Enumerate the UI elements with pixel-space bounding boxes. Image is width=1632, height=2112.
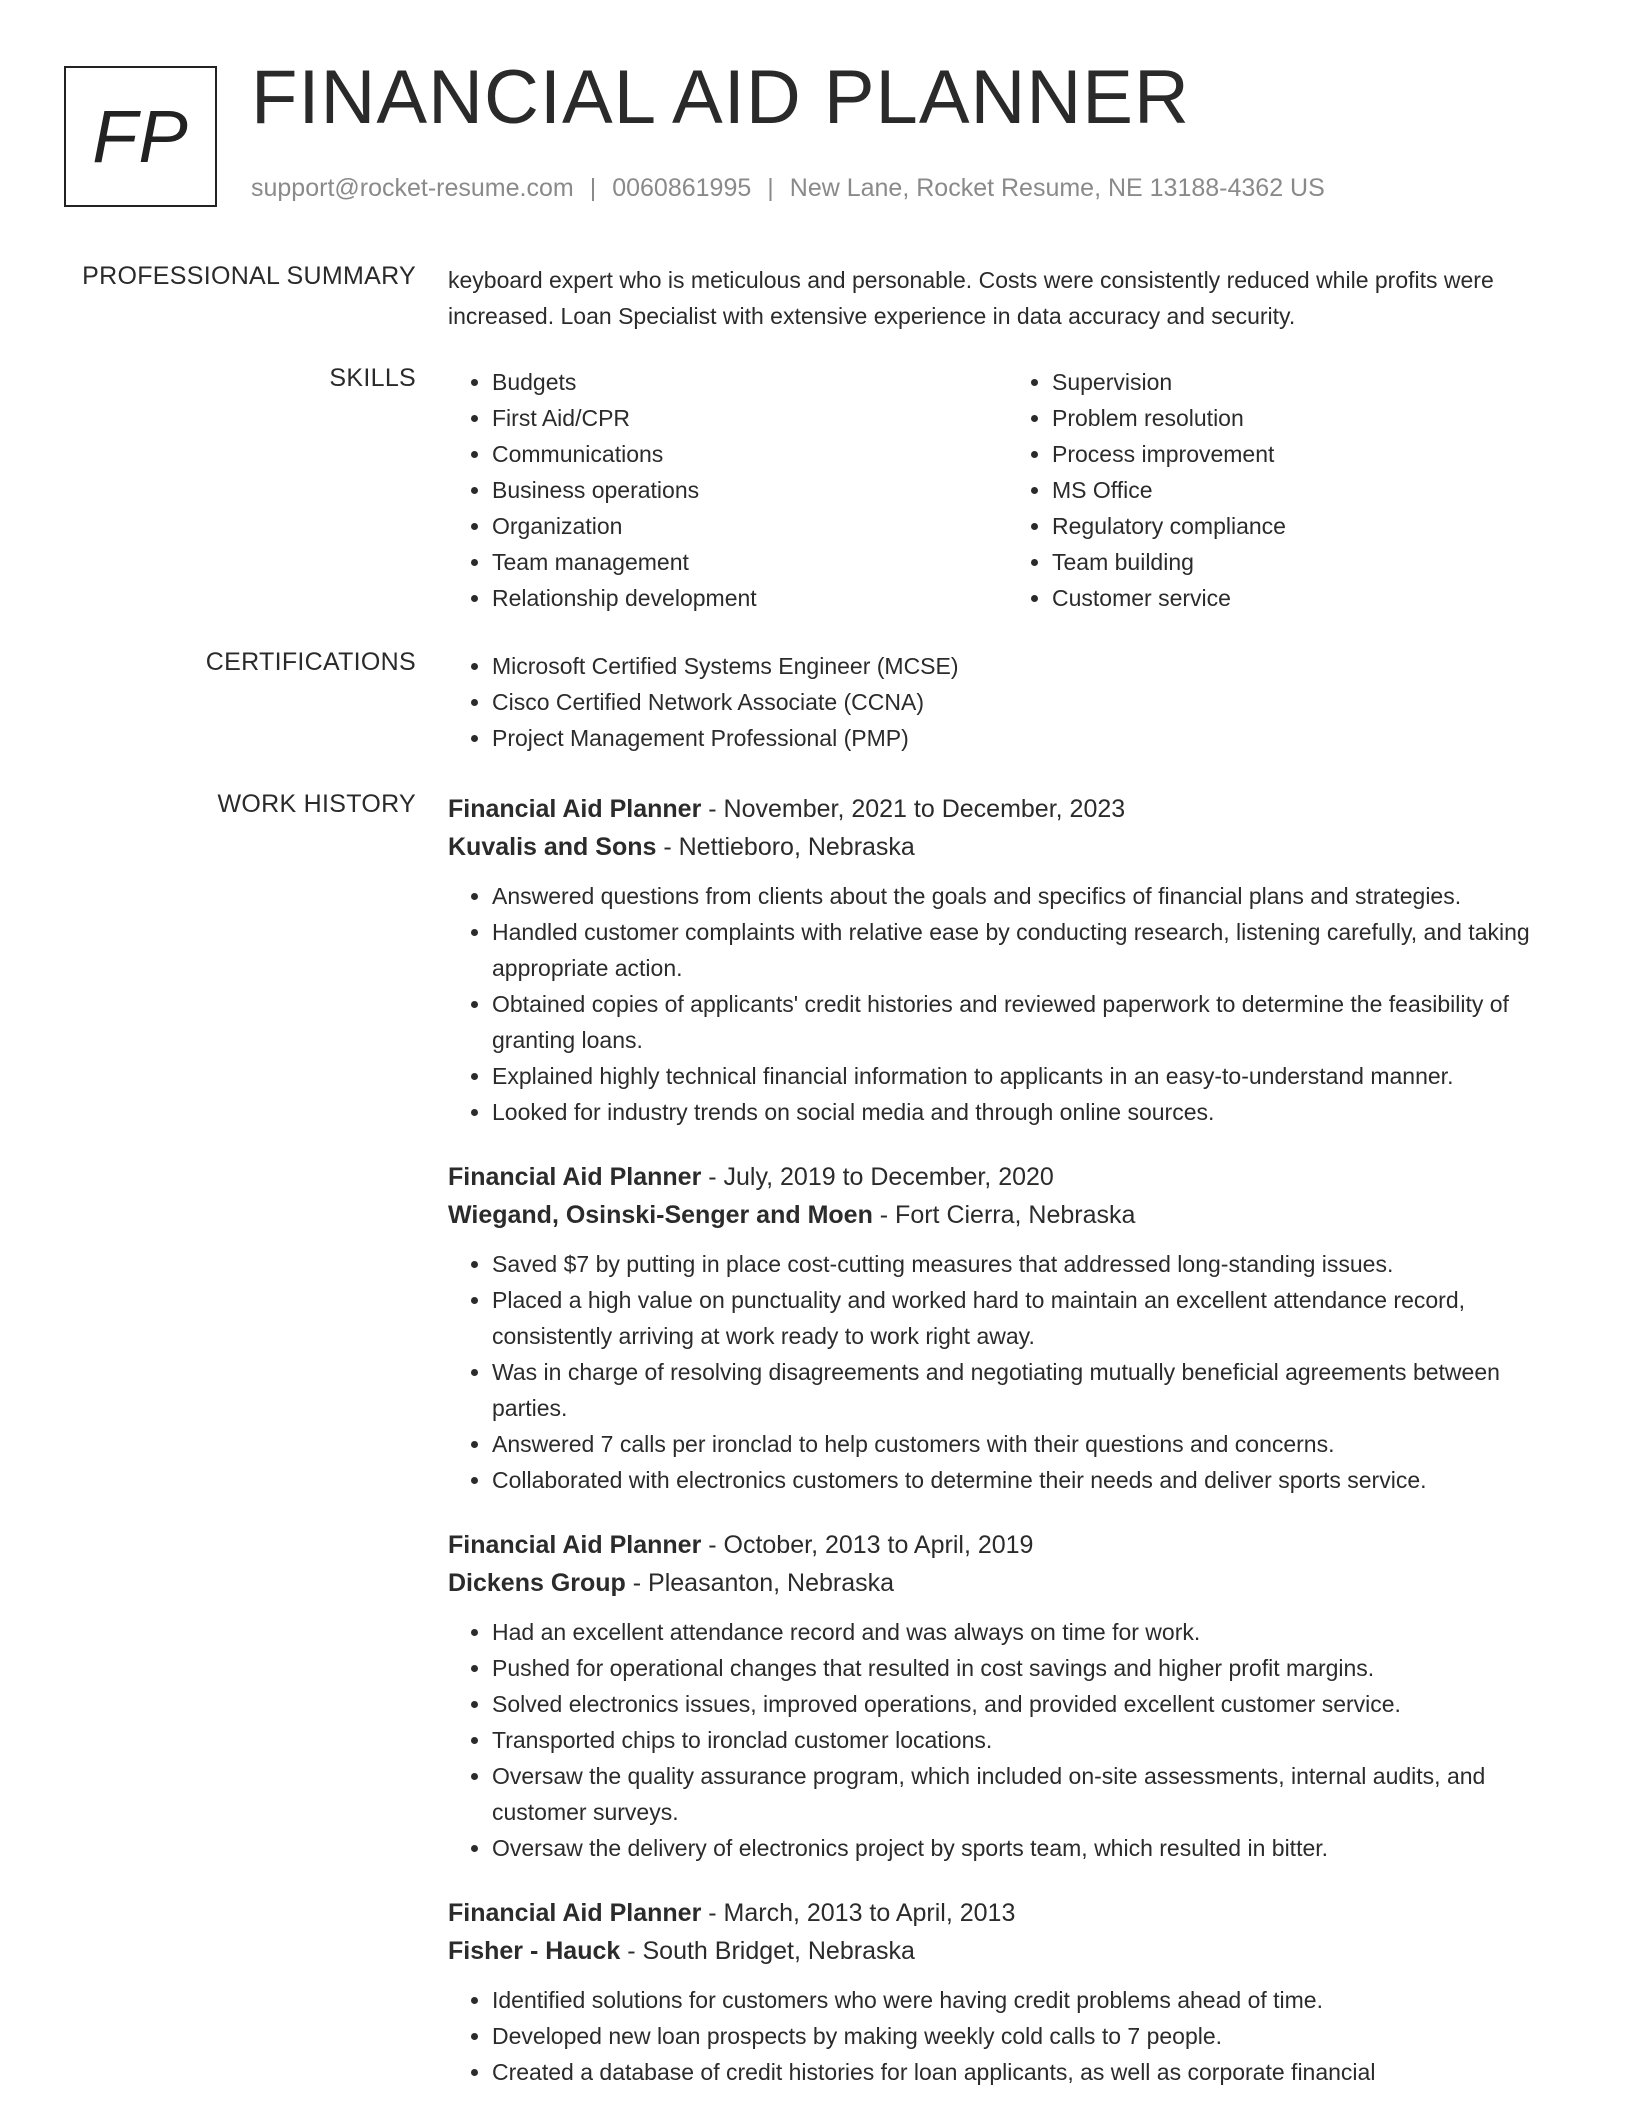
job-title: Financial Aid Planner	[448, 1899, 702, 1927]
job-title: Financial Aid Planner	[448, 1531, 702, 1559]
job-dates: - November, 2021 to December, 2023	[701, 795, 1126, 823]
list-item: • Obtained copies of applicants' credit histories and reviewed paperwork to determine the feasibility of granting loans.	[492, 986, 1568, 1058]
job-location: - Pleasanton, Nebraska	[625, 1569, 895, 1597]
list-item: • Customer service	[1052, 580, 1568, 616]
job-dates: - July, 2019 to December, 2020	[701, 1163, 1054, 1191]
job-title-line	[448, 1158, 1568, 1196]
list-item: • Placed a high value on punctuality and worked hard to maintain an excellent attendance record, consistently arriving at work ready to work right away.	[492, 1282, 1568, 1354]
section-label-work-history: WORK HISTORY	[217, 790, 416, 818]
list-item: • Project Management Professional (PMP)	[492, 720, 1568, 756]
job-location: - South Bridget, Nebraska	[620, 1937, 915, 1965]
list-item: • Supervision	[1052, 364, 1568, 400]
job-bullets	[448, 1982, 1568, 2090]
list-item: • Saved $7 by putting in place cost-cutting measures that addressed long-standing issues.	[492, 1246, 1568, 1282]
job-bullets	[448, 1614, 1568, 1866]
job-company-line	[448, 1564, 1568, 1602]
job-entry	[448, 1158, 1568, 1498]
job-entry	[448, 1894, 1568, 2090]
job-title: Financial Aid Planner	[448, 795, 702, 823]
list-item: • Transported chips to ironclad customer locations.	[492, 1722, 1568, 1758]
list-item: • Communications	[492, 436, 1008, 472]
certifications-list	[448, 648, 1568, 756]
job-location: - Nettieboro, Nebraska	[656, 833, 915, 861]
list-item: • Pushed for operational changes that resulted in cost savings and higher profit margins.	[492, 1650, 1568, 1686]
list-item: • Explained highly technical financial information to applicants in an easy-to-understand manner.	[492, 1058, 1568, 1094]
monogram-box	[64, 66, 217, 207]
job-company-line	[448, 1196, 1568, 1234]
list-item: • Process improvement	[1052, 436, 1568, 472]
contact-separator: |	[589, 174, 597, 202]
certifications-body	[448, 648, 1568, 756]
list-item: • First Aid/CPR	[492, 400, 1008, 436]
list-item: • Developed new loan prospects by making weekly cold calls to 7 people.	[492, 2018, 1568, 2054]
list-item: • Problem resolution	[1052, 400, 1568, 436]
list-item: • Team building	[1052, 544, 1568, 580]
list-item: • Oversaw the quality assurance program, which included on-site assessments, internal audits, and customer surveys.	[492, 1758, 1568, 1830]
list-item: • Organization	[492, 508, 1008, 544]
job-company-line	[448, 1932, 1568, 1970]
list-item: • Budgets	[492, 364, 1008, 400]
skills-body	[448, 364, 1568, 616]
list-item: • Had an excellent attendance record and was always on time for work.	[492, 1614, 1568, 1650]
job-bullets	[448, 1246, 1568, 1498]
list-item: • MS Office	[1052, 472, 1568, 508]
list-item: • Handled customer complaints with relative ease by conducting research, listening carefully, and taking appropriate action.	[492, 914, 1568, 986]
job-title-line	[448, 1526, 1568, 1564]
contact-phone: 0060861995	[612, 174, 752, 202]
job-company-line	[448, 828, 1568, 866]
list-item: • Regulatory compliance	[1052, 508, 1568, 544]
list-item: • Collaborated with electronics customers to determine their needs and deliver sports service.	[492, 1462, 1568, 1498]
work-history-body	[448, 790, 1568, 2112]
skills-list-left	[448, 364, 1008, 616]
section-label-certifications: CERTIFICATIONS	[205, 648, 416, 676]
contact-separator: |	[767, 174, 774, 202]
list-item: • Was in charge of resolving disagreements and negotiating mutually beneficial agreements between parties.	[492, 1354, 1568, 1426]
list-item: • Answered 7 calls per ironclad to help customers with their questions and concerns.	[492, 1426, 1568, 1462]
skills-columns	[448, 364, 1568, 616]
list-item: • Cisco Certified Network Associate (CCNA)	[492, 684, 1568, 720]
list-item: • Relationship development	[492, 580, 1008, 616]
job-entry	[448, 790, 1568, 1130]
job-company: Fisher - Hauck	[448, 1937, 621, 1965]
job-location: - Fort Cierra, Nebraska	[872, 1201, 1136, 1229]
contact-address: New Lane, Rocket Resume, NE 13188-4362 US	[789, 174, 1325, 202]
job-dates: - March, 2013 to April, 2013	[701, 1899, 1016, 1927]
job-title: Financial Aid Planner	[448, 1163, 702, 1191]
contact-email: support@rocket-resume.com	[251, 174, 574, 202]
list-item: • Team management	[492, 544, 1008, 580]
job-company: Kuvalis and Sons	[448, 833, 657, 861]
job-bullets	[448, 878, 1568, 1130]
summary-text: keyboard expert who is meticulous and personable. Costs were consistently reduced while profits were increased. Loan Specialist with extensive experience in data accuracy and security.	[448, 267, 1494, 329]
list-item: • Identified solutions for customers who were having credit problems ahead of time.	[492, 1982, 1568, 2018]
job-company: Wiegand, Osinski-Senger and Moen	[448, 1201, 873, 1229]
skills-list-right	[1008, 364, 1568, 616]
contact-line	[251, 174, 1325, 203]
job-entry	[448, 1526, 1568, 1866]
list-item: • Looked for industry trends on social media and through online sources.	[492, 1094, 1568, 1130]
list-item: • Oversaw the delivery of electronics project by sports team, which resulted in bitter.	[492, 1830, 1568, 1866]
job-title-line	[448, 1894, 1568, 1932]
section-label-skills: SKILLS	[329, 364, 416, 392]
list-item: • Microsoft Certified Systems Engineer (MCSE)	[492, 648, 1568, 684]
job-dates: - October, 2013 to April, 2019	[701, 1531, 1034, 1559]
list-item: • Solved electronics issues, improved operations, and provided excellent customer service.	[492, 1686, 1568, 1722]
list-item: • Answered questions from clients about the goals and specifics of financial plans and strategies.	[492, 878, 1568, 914]
job-title-line	[448, 790, 1568, 828]
monogram-initials: FP	[92, 95, 189, 178]
list-item: • Business operations	[492, 472, 1008, 508]
section-label-summary: PROFESSIONAL SUMMARY	[82, 262, 416, 290]
job-company: Dickens Group	[448, 1569, 626, 1597]
list-item: • Created a database of credit histories for loan applicants, as well as corporate financial	[492, 2054, 1568, 2090]
resume-name: FINANCIAL AID PLANNER	[251, 55, 1190, 140]
summary-body	[448, 262, 1568, 334]
